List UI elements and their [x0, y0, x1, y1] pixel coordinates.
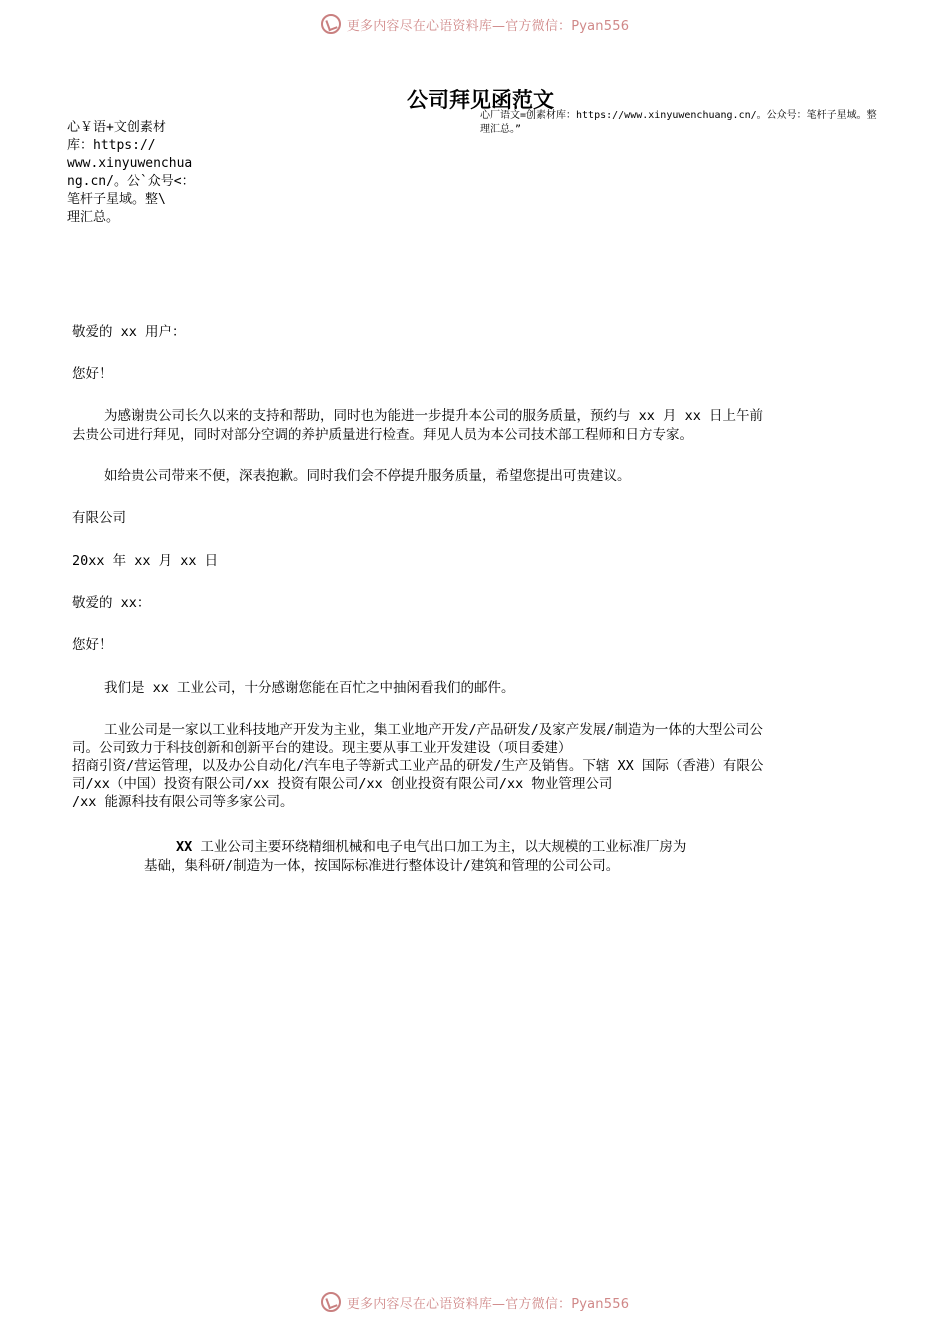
- watermark-line: 心￥语+文创素材: [67, 120, 166, 135]
- paragraph-4-line: 招商引资/营运管理，以及办公自动化/汽车电子等新式工业产品的研发/生产及销售。下辖 XX 国际（香港）有限公: [72, 758, 764, 774]
- hello-2: 您好！: [72, 637, 113, 653]
- date-line: 20xx 年 xx 月 xx 日: [72, 553, 219, 569]
- hello-1: 您好！: [72, 366, 113, 382]
- greeting-1: 敬爱的 xx 用户：: [72, 324, 186, 340]
- watermark-block: [67, 119, 207, 227]
- watermark-note-line: 理汇总。”: [480, 124, 522, 135]
- company-signature: 有限公司: [72, 510, 126, 526]
- logo-icon: [321, 14, 341, 34]
- paragraph-4-line: 司。公司致力于科技创新和创新平台的建设。现主要从事工业开发建设（项目委建）: [72, 740, 572, 756]
- paragraph-5-line: 基础，集科研/制造为一体，按国际标准进行整体设计/建筑和管理的公司公司。: [144, 858, 620, 874]
- document-title: 公司拜见函范文: [407, 88, 554, 112]
- header-banner: [0, 11, 950, 37]
- watermark-note-line: 心厂语文=创素材库：https://www.xinyuwenchuang.cn/。公众号：笔杆子星域。整: [480, 110, 877, 121]
- paragraph-1-line: 去贵公司进行拜见，同时对部分空调的养护质量进行检查。拜见人员为本公司技术部工程师和日方专家。: [72, 427, 693, 443]
- paragraph-5-line: [176, 838, 686, 857]
- banner-text: 更多内容尽在心语资料库—官方微信：Pyan556: [346, 1296, 630, 1312]
- paragraph-4-line: /xx 能源科技有限公司等多家公司。: [72, 794, 294, 810]
- watermark-line: 理汇总。: [67, 210, 120, 225]
- greeting-2: 敬爱的 xx：: [72, 595, 151, 611]
- watermark-line: 笔杆子星域。整\: [67, 192, 166, 207]
- logo-icon: [321, 1292, 341, 1312]
- footer-banner: [0, 1289, 950, 1315]
- banner-text: 更多内容尽在心语资料库—官方微信：Pyan556: [346, 18, 630, 34]
- watermark-line: ng.cn/。公`众号<：: [67, 174, 195, 189]
- paragraph-2: 如给贵公司带来不便，深表抱歉。同时我们会不停提升服务质量，希望您提出可贵建议。: [104, 468, 631, 484]
- paragraph-5-bold: XX: [176, 839, 193, 855]
- watermark-note: [480, 109, 885, 137]
- watermark-line: www.xinyuwenchua: [67, 156, 193, 171]
- paragraph-3: 我们是 xx 工业公司，十分感谢您能在百忙之中抽闲看我们的邮件。: [104, 680, 515, 696]
- watermark-line: 库：https://: [67, 138, 156, 153]
- paragraph-4-line: 工业公司是一家以工业科技地产开发为主业，集工业地产开发/产品研发/及家产发展/制造为一体的大型公司公: [104, 722, 763, 738]
- paragraph-5-text: 工业公司主要环绕精细机械和电子电气出口加工为主，以大规模的工业标准厂房为: [192, 839, 687, 855]
- paragraph-1-line: 为感谢贵公司长久以来的支持和帮助，同时也为能进一步提升本公司的服务质量，预约与 xx 月 xx 日上午前: [104, 408, 764, 424]
- paragraph-4-line: 司/xx（中国）投资有限公司/xx 投资有限公司/xx 创业投资有限公司/xx 物业管理公司: [72, 776, 613, 792]
